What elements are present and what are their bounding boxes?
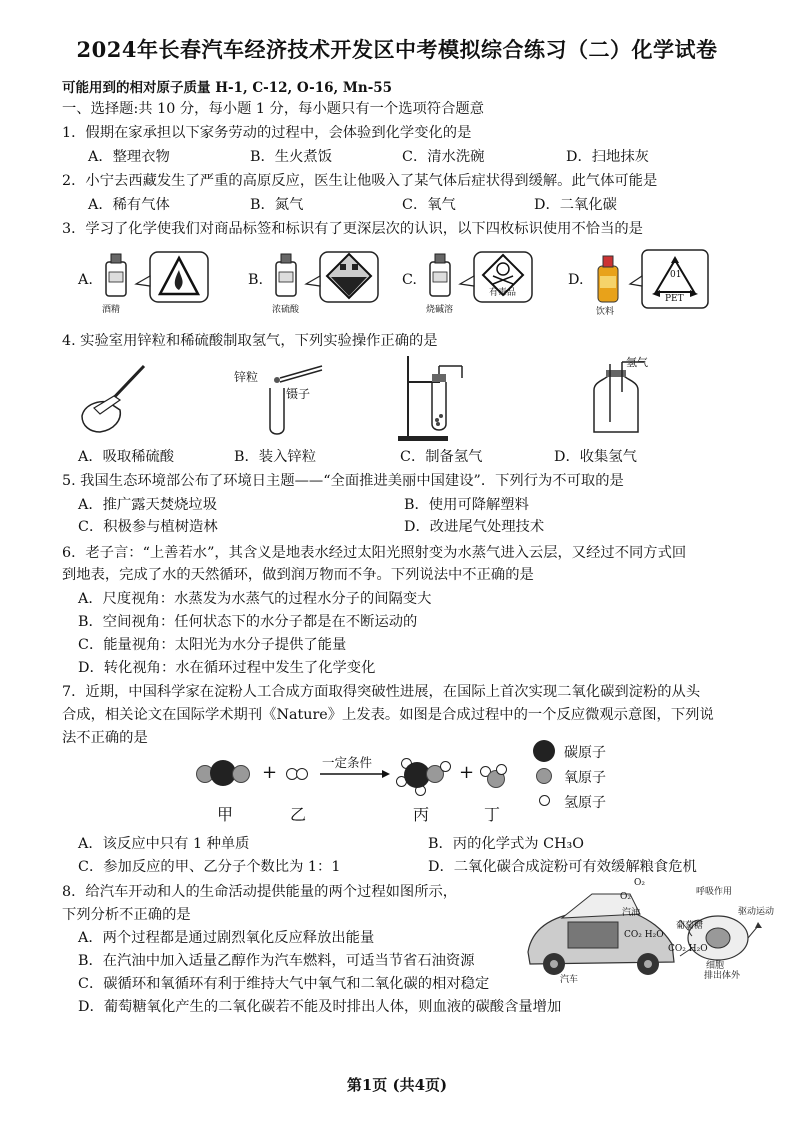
page-footer: 第1页 (共4页) [346,1076,448,1094]
q8-img-glucose: 葡萄糖 [676,921,704,931]
q8-img-cell: 细胞 [706,961,725,971]
q2-option-d[interactable]: D．二氧化碳 [534,197,617,213]
q7-stem-line2: 合成，相关论文在国际学术期刊《Nature》上发表。如图是合成过程中的一个反应微观示意图，下列说 [62,707,714,723]
q2-option-a[interactable]: A．稀有气体 [88,197,170,213]
q4-stem: 4. 实验室用锌粒和稀硫酸制取氢气，下列实验操作正确的是 [62,333,438,349]
label-ding: 丁 [484,805,501,824]
q5-option-a[interactable]: A．推广露天焚烧垃圾 [78,497,217,513]
reaction-arrow [318,770,390,782]
q8-figure-car-and-cell [522,872,775,982]
q8-img-fuel: 汽油 [622,908,641,918]
q8-img-co2-h2o-b: CO₂ H₂O [668,944,708,954]
q5-option-b[interactable]: B．使用可降解塑料 [404,497,529,513]
q6-stem-line2: 到地表，完成了水的天然循环，做到润万物而不争。下列说法中不正确的是 [62,567,534,583]
q8-option-b[interactable]: B．在汽油中加入适量乙醇作为汽车燃料，可适当节省石油资源 [78,953,475,969]
label-yi: 乙 [290,805,307,824]
q4-option-d[interactable]: D．收集氢气 [554,449,637,465]
molecule-jia-o-atom-2 [232,765,250,783]
q6-option-c[interactable]: C．能量视角：太阳光为水分子提供了能量 [78,637,347,653]
q8-img-respiration: 呼吸作用 [696,887,733,897]
q3-bottle-d-label: 饮料 [596,307,615,317]
q3-bottle-c-label: 烧碱溶 [426,305,454,315]
q3-sign-d-text: PET [665,294,684,304]
label-jia: 甲 [217,805,234,824]
q8-img-drive: 驱动运动 [738,907,775,917]
page-title: 2024年长春汽车经济技术开发区中考模拟综合练习（二）化学试卷 [76,37,718,62]
q4-zinc-label: 锌粒 [234,370,259,384]
molecule-bing-h-atom-4 [440,761,451,772]
q6-option-d[interactable]: D．转化视角：水在循环过程中发生了化学变化 [78,660,376,676]
q2-option-c[interactable]: C．氧气 [402,197,456,213]
molecule-ding-h-atom-2 [496,764,507,775]
q2-option-b[interactable]: B．氮气 [250,197,304,213]
q6-option-b[interactable]: B．空间视角：任何状态下的水分子都是在不断运动的 [78,614,418,630]
q2-stem: 2．小宁去西藏发生了严重的高原反应，医生让他吸入了某气体后症状得到缓解。此气体可能是 [62,173,658,189]
q8-img-o2-top: O₂ [634,878,645,888]
q8-option-d[interactable]: D．葡萄糖氧化产生的二氧化碳若不能及时排出人体，则血液的碳酸含量增加 [78,999,562,1015]
legend-h-swatch [539,795,550,806]
q8-stem-line2: 下列分析不正确的是 [62,907,191,923]
q8-option-c[interactable]: C．碳循环和氧循环有利于维持大气中氧气和二氧化碳的相对稳定 [78,976,490,992]
q7-option-a[interactable]: A．该反应中只有 1 种单质 [78,836,250,852]
q5-option-d[interactable]: D．改进尾气处理技术 [404,519,545,535]
q3-option-c[interactable]: C. [402,272,417,288]
q1-option-c[interactable]: C．清水洗碗 [402,149,485,165]
q4-figure-c-apparatus [396,352,476,444]
q4-figure-b-tube [256,360,336,440]
q4-hydrogen-label: 氢气 [626,356,648,369]
q6-option-a[interactable]: A．尺度视角：水蒸发为水蒸气的过程水分子的间隔变大 [78,591,432,607]
q7-stem-line1: 7．近期，中国科学家在淀粉人工合成方面取得突破性进展，在国际上首次实现二氧化碳到淀粉的从头 [62,684,701,700]
q4-option-a[interactable]: A．吸取稀硫酸 [78,449,175,465]
q5-stem: 5. 我国生态环境部公布了环境日主题——“全面推进美丽中国建设”．下列行为不可取的是 [62,473,624,489]
q1-stem: 1．假期在家承担以下家务劳动的过程中，会体验到化学变化的是 [62,125,472,141]
q3-bottle-a-label: 酒精 [102,305,121,315]
q3-sign-d-number: 01 [670,270,682,280]
q7-stem-line3: 法不正确的是 [62,730,148,746]
q8-img-car: 汽车 [560,975,579,985]
q7-option-d[interactable]: D．二氧化碳合成淀粉可有效缓解粮食危机 [428,859,697,875]
q8-img-o2-mid: O₂ [620,892,631,902]
plus-sign-2: + [459,762,475,783]
reaction-condition: 一定条件 [322,755,373,770]
legend-h-label: 氢原子 [564,795,606,811]
q3-sign-c-label: 有毒品 [489,288,517,298]
legend-c-swatch [533,740,555,762]
section-heading: 一、选择题:共 10 分，每小题 1 分，每小题只有一个选项符合题意 [62,101,484,117]
legend-o-label: 氧原子 [564,770,606,786]
q3-bottle-b-label: 浓硫酸 [272,305,300,315]
legend-o-swatch [536,768,552,784]
q3-option-b[interactable]: B. [248,272,264,288]
q3-option-d[interactable]: D. [568,272,584,288]
q8-img-co2-h2o-a: CO₂ H₂O [624,930,664,940]
q5-option-c[interactable]: C．积极参与植树造林 [78,519,218,535]
q8-option-a[interactable]: A．两个过程都是通过剧烈氧化反应释放出能量 [78,930,375,946]
q3-stem: 3．学习了化学使我们对商品标签和标识有了更深层次的认识，以下四枚标识使用不恰当的是 [62,221,643,237]
q1-option-a[interactable]: A．整理衣物 [88,149,170,165]
q4-figure-d-bottle [584,352,664,436]
q4-tweezers-label: 镊子 [286,387,311,401]
molecule-yi-h-atom-2 [296,768,308,780]
q6-stem-line1: 6．老子言：“上善若水”，其含义是地表水经过太阳光照射变为水蒸气进入云层，又经过不同方式回 [62,545,687,561]
q3-option-a[interactable]: A. [78,272,93,288]
q7-option-b[interactable]: B．丙的化学式为 CH₃O [428,836,584,852]
q1-option-d[interactable]: D．扫地抹灰 [566,149,649,165]
atomic-mass-note: 可能用到的相对原子质量 H-1, C-12, O-16, Mn-55 [62,80,393,96]
q8-img-expel: 排出体外 [704,971,741,981]
plus-sign-1: + [262,762,278,783]
legend-c-label: 碳原子 [564,745,606,761]
q4-figure-a-dropper [74,360,164,440]
q4-option-c[interactable]: C．制备氢气 [400,449,483,465]
q1-option-b[interactable]: B．生火煮饭 [250,149,332,165]
q7-option-c[interactable]: C．参加反应的甲、乙分子个数比为 1：1 [78,859,341,875]
q8-stem-line1: 8．给汽车开动和人的生命活动提供能量的两个过程如图所示， [62,884,458,900]
label-bing: 丙 [413,805,430,824]
q4-option-b[interactable]: B．装入锌粒 [234,449,316,465]
